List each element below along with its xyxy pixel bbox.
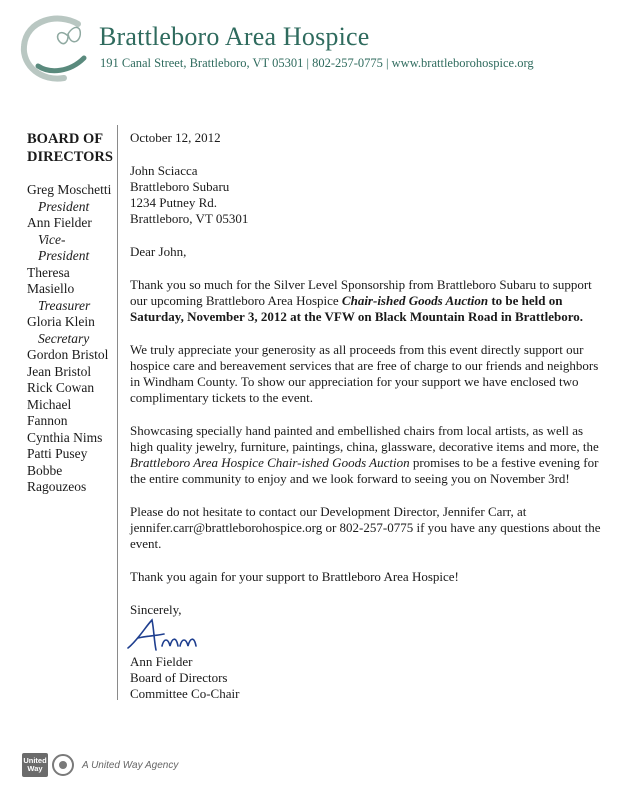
board-member-name: Cynthia Nims	[27, 429, 103, 445]
united-way-badge: United Way	[22, 753, 48, 777]
closing: Sincerely,	[130, 602, 182, 617]
board-member-role: Secretary	[38, 330, 90, 346]
event-name: Brattleboro Area Hospice Chair-ished Goods Auction	[130, 455, 410, 470]
board-member-name: Michael Fannon	[27, 396, 72, 428]
salutation: Dear John,	[130, 244, 187, 259]
paragraph-text: promises to be a festive evening for the entire community to enjoy and we look forward to seeing you on November 3rd!	[130, 455, 599, 486]
paragraph-text: Thank you so much for the Silver Level Sponsorship from Brattleboro Subaru to support our upcoming Brattleboro Area Hospice	[130, 277, 592, 308]
event-details: to be held on Saturday, November 3, 2012 at the VFW on Black Mountain Road in Brattleboro.	[130, 293, 583, 324]
letter-date: October 12, 2012	[130, 130, 221, 145]
paragraph-thanks	[130, 277, 608, 325]
board-member	[27, 397, 115, 430]
paragraph-contact: Please do not hesitate to contact our Development Director, Jennifer Carr, at jennifer.carr@brattleborohospice.org or 802-257-0775 if you have any questions about the event.	[130, 504, 601, 551]
board-member-name: Jean Bristol	[27, 363, 92, 379]
recipient-line: Brattleboro Subaru	[130, 179, 230, 194]
board-member-name: Bobbe Ragouzeos	[27, 462, 87, 494]
board-title-line1: BOARD OF	[27, 131, 104, 147]
board-member	[27, 430, 115, 447]
board-title-line2: DIRECTORS	[27, 149, 113, 165]
board-member-name: Gordon Bristol	[27, 347, 109, 362]
board-member	[27, 463, 115, 496]
signer-name: Ann Fielder	[130, 654, 193, 669]
board-member	[27, 364, 115, 381]
footer	[22, 752, 178, 778]
paragraph-appreciation: We truly appreciate your generosity as all proceeds from this event directly support our hospice care and bereavement services that are free of charge to our friends and neighbors in Windham County. To show our appreciation for your support we have enclosed two complimentary tickets to the event.	[130, 342, 599, 405]
united-way-tagline: A United Way Agency	[82, 759, 179, 771]
hospice-logo-icon	[18, 14, 92, 86]
board-member	[27, 215, 115, 265]
signer-role: Committee Co-Chair	[130, 686, 240, 701]
board-member-name: Ann Fielder	[27, 215, 92, 230]
board-member-name: Gloria Klein	[27, 314, 95, 329]
signer-title: Board of Directors	[130, 670, 228, 685]
recipient-line: 1234 Putney Rd.	[130, 195, 218, 210]
board-member-name: Theresa Masiello	[27, 264, 75, 296]
board-member-name: Patti Pusey	[27, 446, 88, 461]
event-name: Chair-ished Goods Auction	[341, 293, 489, 308]
board-of-directors-list	[27, 130, 115, 496]
board-member	[27, 314, 115, 347]
recipient-line: John Sciacca	[130, 163, 198, 178]
org-name: Brattleboro Area Hospice	[99, 22, 370, 51]
paragraph-showcase	[130, 423, 608, 487]
board-member-name: Rick Cowan	[27, 380, 95, 395]
board-member-role: Vice-President	[38, 231, 90, 263]
board-member-name: Greg Moschetti	[27, 182, 112, 197]
letter-body	[130, 130, 608, 702]
board-member-role: President	[38, 198, 90, 214]
board-title	[27, 130, 115, 166]
board-member-role: Treasurer	[38, 297, 91, 313]
recipient-address	[130, 163, 608, 227]
signer-block	[130, 654, 608, 702]
board-member	[27, 265, 115, 315]
board-member	[27, 347, 115, 364]
org-contact-line: 191 Canal Street, Brattleboro, VT 05301 | 802-257-0775 | www.brattleborohospice.org	[100, 56, 534, 70]
recipient-line: Brattleboro, VT 05301	[130, 211, 249, 226]
board-member	[27, 446, 115, 463]
board-member	[27, 380, 115, 397]
board-member	[27, 182, 115, 215]
vertical-divider	[117, 125, 118, 700]
handwritten-signature	[130, 624, 608, 650]
paragraph-closing-thanks: Thank you again for your support to Brattleboro Area Hospice!	[130, 569, 459, 584]
paragraph-text: Showcasing specially hand painted and embellished chairs from local artists, as well as high quality jewelry, furniture, paintings, china, glassware, decorative items and more, the	[130, 423, 599, 454]
united-way-seal-icon	[52, 754, 74, 776]
